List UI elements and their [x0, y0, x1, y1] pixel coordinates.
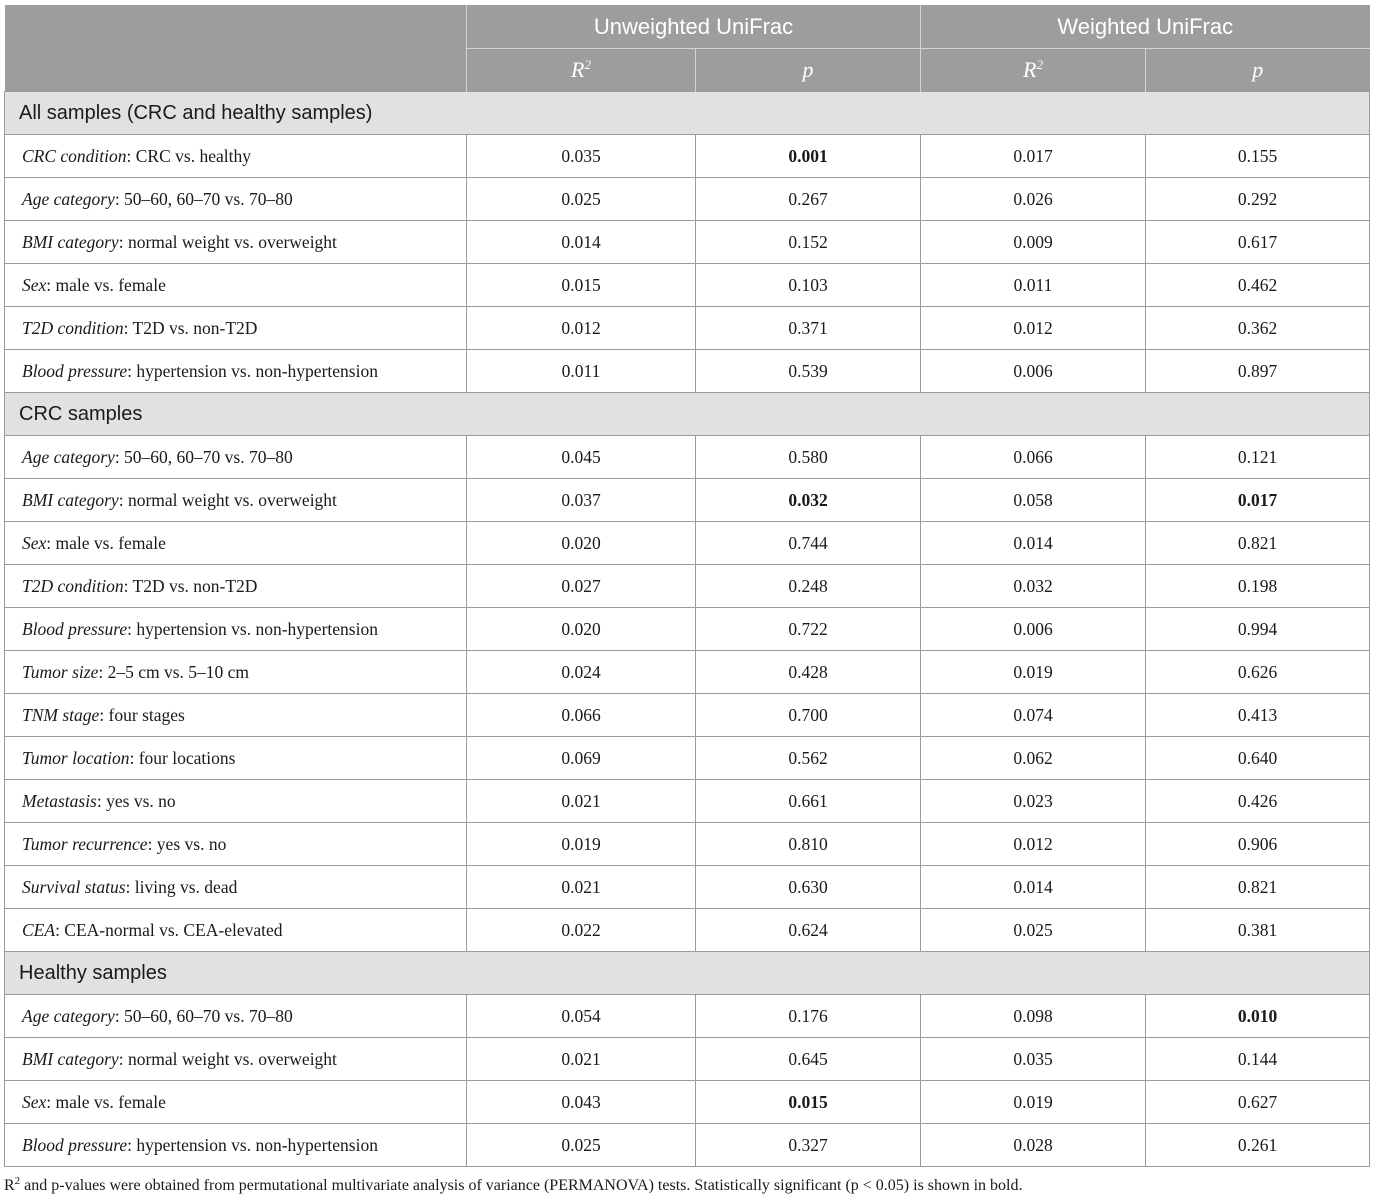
table-row — [5, 608, 1370, 651]
table-row — [5, 436, 1370, 479]
unweighted-p-cell: 0.645 — [696, 1038, 921, 1081]
weighted-p-cell: 0.462 — [1146, 264, 1370, 307]
header-unweighted-r2 — [467, 49, 696, 92]
unweighted-r2-cell: 0.037 — [467, 479, 696, 522]
variable-name: Age category — [22, 446, 115, 467]
variable-name: Sex — [22, 532, 47, 553]
header-row-groups — [5, 5, 1370, 49]
variable-name: Blood pressure — [22, 360, 128, 381]
r2-sup: 2 — [584, 57, 591, 72]
variable-description: : living vs. dead — [125, 876, 238, 897]
weighted-r2-cell: 0.006 — [921, 350, 1146, 393]
r2-base: R — [1023, 57, 1037, 82]
table-row — [5, 909, 1370, 952]
table-row — [5, 651, 1370, 694]
variable-description: : T2D vs. non-T2D — [123, 317, 258, 338]
variable-description: : hypertension vs. non-hypertension — [127, 360, 378, 381]
header-weighted-unifrac: Weighted UniFrac — [921, 5, 1370, 49]
row-label — [5, 135, 467, 178]
variable-name: Tumor size — [22, 661, 99, 682]
weighted-p-cell: 0.906 — [1146, 823, 1370, 866]
weighted-p-cell: 0.155 — [1146, 135, 1370, 178]
table-row — [5, 780, 1370, 823]
weighted-p-cell: 0.261 — [1146, 1124, 1370, 1167]
unweighted-p-cell: 0.152 — [696, 221, 921, 264]
variable-name: BMI category — [22, 489, 119, 510]
unweighted-p-cell: 0.015 — [696, 1081, 921, 1124]
variable-description: : four stages — [99, 704, 185, 725]
table-row — [5, 135, 1370, 178]
variable-description: : T2D vs. non-T2D — [123, 575, 258, 596]
variable-description: : yes vs. no — [96, 790, 176, 811]
weighted-p-cell: 0.017 — [1146, 479, 1370, 522]
section-title: CRC samples — [5, 393, 1370, 436]
unweighted-r2-cell: 0.015 — [467, 264, 696, 307]
unweighted-r2-cell: 0.022 — [467, 909, 696, 952]
section-title: Healthy samples — [5, 952, 1370, 995]
table-row — [5, 866, 1370, 909]
table-row — [5, 995, 1370, 1038]
unweighted-p-cell: 0.103 — [696, 264, 921, 307]
permanova-results-table — [4, 5, 1370, 1167]
table-row — [5, 1081, 1370, 1124]
weighted-p-cell: 0.627 — [1146, 1081, 1370, 1124]
unweighted-p-cell: 0.722 — [696, 608, 921, 651]
row-label — [5, 350, 467, 393]
row-label — [5, 823, 467, 866]
row-label — [5, 866, 467, 909]
table-row — [5, 565, 1370, 608]
weighted-r2-cell: 0.028 — [921, 1124, 1146, 1167]
weighted-r2-cell: 0.062 — [921, 737, 1146, 780]
weighted-p-cell: 0.994 — [1146, 608, 1370, 651]
unweighted-r2-cell: 0.021 — [467, 780, 696, 823]
header-corner-lower — [5, 49, 467, 92]
section-header-row — [5, 393, 1370, 436]
unweighted-p-cell: 0.810 — [696, 823, 921, 866]
weighted-p-cell: 0.144 — [1146, 1038, 1370, 1081]
weighted-p-cell: 0.198 — [1146, 565, 1370, 608]
weighted-p-cell: 0.626 — [1146, 651, 1370, 694]
table-row — [5, 823, 1370, 866]
variable-description: : 2–5 cm vs. 5–10 cm — [98, 661, 250, 682]
variable-name: Age category — [22, 188, 115, 209]
unweighted-p-cell: 0.700 — [696, 694, 921, 737]
table-row — [5, 221, 1370, 264]
table-body — [5, 92, 1370, 1167]
row-label — [5, 780, 467, 823]
unweighted-p-cell: 0.630 — [696, 866, 921, 909]
weighted-p-cell: 0.010 — [1146, 995, 1370, 1038]
row-label — [5, 565, 467, 608]
unweighted-r2-cell: 0.024 — [467, 651, 696, 694]
weighted-p-cell: 0.121 — [1146, 436, 1370, 479]
variable-name: BMI category — [22, 231, 119, 252]
unweighted-r2-cell: 0.025 — [467, 178, 696, 221]
unweighted-r2-cell: 0.054 — [467, 995, 696, 1038]
table-row — [5, 1038, 1370, 1081]
variable-description: : CEA-normal vs. CEA-elevated — [55, 919, 283, 940]
header-weighted-p: p — [1146, 49, 1370, 92]
unweighted-r2-cell: 0.011 — [467, 350, 696, 393]
variable-name: CEA — [22, 919, 56, 940]
weighted-r2-cell: 0.017 — [921, 135, 1146, 178]
row-label — [5, 307, 467, 350]
weighted-p-cell: 0.897 — [1146, 350, 1370, 393]
weighted-p-cell: 0.640 — [1146, 737, 1370, 780]
weighted-r2-cell: 0.019 — [921, 651, 1146, 694]
variable-description: : 50–60, 60–70 vs. 70–80 — [114, 446, 293, 467]
weighted-r2-cell: 0.023 — [921, 780, 1146, 823]
weighted-r2-cell: 0.009 — [921, 221, 1146, 264]
variable-description: : 50–60, 60–70 vs. 70–80 — [114, 1005, 293, 1026]
header-weighted-r2 — [921, 49, 1146, 92]
variable-description: : 50–60, 60–70 vs. 70–80 — [114, 188, 293, 209]
weighted-r2-cell: 0.058 — [921, 479, 1146, 522]
row-label — [5, 1038, 467, 1081]
unweighted-p-cell: 0.001 — [696, 135, 921, 178]
variable-name: CRC condition — [22, 145, 127, 166]
table-row — [5, 307, 1370, 350]
weighted-p-cell: 0.362 — [1146, 307, 1370, 350]
unweighted-r2-cell: 0.045 — [467, 436, 696, 479]
weighted-p-cell: 0.413 — [1146, 694, 1370, 737]
variable-name: Tumor location — [22, 747, 130, 768]
weighted-p-cell: 0.426 — [1146, 780, 1370, 823]
variable-name: Blood pressure — [22, 1134, 128, 1155]
unweighted-p-cell: 0.580 — [696, 436, 921, 479]
r2-base: R — [571, 57, 585, 82]
row-label — [5, 608, 467, 651]
unweighted-r2-cell: 0.020 — [467, 608, 696, 651]
unweighted-r2-cell: 0.020 — [467, 522, 696, 565]
variable-name: Blood pressure — [22, 618, 128, 639]
weighted-p-cell: 0.381 — [1146, 909, 1370, 952]
unweighted-p-cell: 0.661 — [696, 780, 921, 823]
unweighted-r2-cell: 0.014 — [467, 221, 696, 264]
variable-name: T2D condition — [22, 317, 124, 338]
table-row — [5, 479, 1370, 522]
weighted-r2-cell: 0.006 — [921, 608, 1146, 651]
table-header — [5, 5, 1370, 92]
weighted-p-cell: 0.821 — [1146, 866, 1370, 909]
header-unweighted-unifrac: Unweighted UniFrac — [467, 5, 921, 49]
variable-description: : normal weight vs. overweight — [118, 1048, 337, 1069]
unweighted-r2-cell: 0.019 — [467, 823, 696, 866]
variable-description: : yes vs. no — [147, 833, 227, 854]
section-header-row — [5, 952, 1370, 995]
row-label — [5, 178, 467, 221]
variable-description: : normal weight vs. overweight — [118, 489, 337, 510]
unweighted-p-cell: 0.624 — [696, 909, 921, 952]
unweighted-p-cell: 0.744 — [696, 522, 921, 565]
variable-name: Sex — [22, 1091, 47, 1112]
row-label — [5, 479, 467, 522]
table-row — [5, 178, 1370, 221]
variable-description: : hypertension vs. non-hypertension — [127, 1134, 378, 1155]
unweighted-p-cell: 0.248 — [696, 565, 921, 608]
weighted-r2-cell: 0.012 — [921, 307, 1146, 350]
weighted-r2-cell: 0.098 — [921, 995, 1146, 1038]
variable-description: : four locations — [129, 747, 236, 768]
section-title: All samples (CRC and healthy samples) — [5, 92, 1370, 135]
weighted-p-cell: 0.292 — [1146, 178, 1370, 221]
variable-name: Sex — [22, 274, 47, 295]
unweighted-r2-cell: 0.035 — [467, 135, 696, 178]
weighted-r2-cell: 0.074 — [921, 694, 1146, 737]
row-label — [5, 522, 467, 565]
unweighted-p-cell: 0.267 — [696, 178, 921, 221]
table-row — [5, 737, 1370, 780]
table-row — [5, 350, 1370, 393]
unweighted-r2-cell: 0.021 — [467, 1038, 696, 1081]
unweighted-r2-cell: 0.069 — [467, 737, 696, 780]
variable-name: Metastasis — [22, 790, 97, 811]
weighted-r2-cell: 0.012 — [921, 823, 1146, 866]
unweighted-p-cell: 0.539 — [696, 350, 921, 393]
row-label — [5, 221, 467, 264]
section-header-row — [5, 92, 1370, 135]
table-row — [5, 264, 1370, 307]
weighted-r2-cell: 0.026 — [921, 178, 1146, 221]
footnote-text: and p-values were obtained from permutational multivariate analysis of variance (PERMANOVA) tests. Statistically significant (p < 0.05) is shown in bold. — [20, 1177, 1023, 1194]
header-corner — [5, 5, 467, 49]
unweighted-r2-cell: 0.066 — [467, 694, 696, 737]
variable-name: TNM stage — [22, 704, 100, 725]
weighted-p-cell: 0.821 — [1146, 522, 1370, 565]
unweighted-p-cell: 0.327 — [696, 1124, 921, 1167]
row-label — [5, 264, 467, 307]
unweighted-r2-cell: 0.043 — [467, 1081, 696, 1124]
unweighted-p-cell: 0.032 — [696, 479, 921, 522]
weighted-r2-cell: 0.066 — [921, 436, 1146, 479]
table-row — [5, 1124, 1370, 1167]
variable-description: : male vs. female — [46, 274, 166, 295]
variable-description: : male vs. female — [46, 1091, 166, 1112]
table-row — [5, 522, 1370, 565]
weighted-r2-cell: 0.032 — [921, 565, 1146, 608]
row-label — [5, 694, 467, 737]
unweighted-p-cell: 0.562 — [696, 737, 921, 780]
table-footnote — [4, 1177, 1022, 1195]
row-label — [5, 436, 467, 479]
unweighted-p-cell: 0.428 — [696, 651, 921, 694]
row-label — [5, 1081, 467, 1124]
table-row — [5, 694, 1370, 737]
variable-description: : male vs. female — [46, 532, 166, 553]
weighted-r2-cell: 0.035 — [921, 1038, 1146, 1081]
variable-name: Tumor recurrence — [22, 833, 148, 854]
variable-description: : normal weight vs. overweight — [118, 231, 337, 252]
weighted-r2-cell: 0.014 — [921, 866, 1146, 909]
unweighted-p-cell: 0.176 — [696, 995, 921, 1038]
unweighted-r2-cell: 0.012 — [467, 307, 696, 350]
variable-name: Age category — [22, 1005, 115, 1026]
weighted-r2-cell: 0.011 — [921, 264, 1146, 307]
variable-description: : CRC vs. healthy — [126, 145, 251, 166]
weighted-r2-cell: 0.019 — [921, 1081, 1146, 1124]
row-label — [5, 737, 467, 780]
weighted-r2-cell: 0.025 — [921, 909, 1146, 952]
unweighted-p-cell: 0.371 — [696, 307, 921, 350]
row-label — [5, 909, 467, 952]
variable-name: Survival status — [22, 876, 126, 897]
weighted-r2-cell: 0.014 — [921, 522, 1146, 565]
row-label — [5, 1124, 467, 1167]
variable-description: : hypertension vs. non-hypertension — [127, 618, 378, 639]
row-label — [5, 651, 467, 694]
header-unweighted-p: p — [696, 49, 921, 92]
r2-sup: 2 — [1036, 57, 1043, 72]
unweighted-r2-cell: 0.021 — [467, 866, 696, 909]
weighted-p-cell: 0.617 — [1146, 221, 1370, 264]
row-label — [5, 995, 467, 1038]
unweighted-r2-cell: 0.025 — [467, 1124, 696, 1167]
footnote-r2-sup: 2 — [14, 1175, 21, 1187]
results-table-container — [4, 5, 1369, 1167]
variable-name: BMI category — [22, 1048, 119, 1069]
variable-name: T2D condition — [22, 575, 124, 596]
header-row-metrics — [5, 49, 1370, 92]
footnote-r2-base: R — [4, 1177, 15, 1194]
unweighted-r2-cell: 0.027 — [467, 565, 696, 608]
